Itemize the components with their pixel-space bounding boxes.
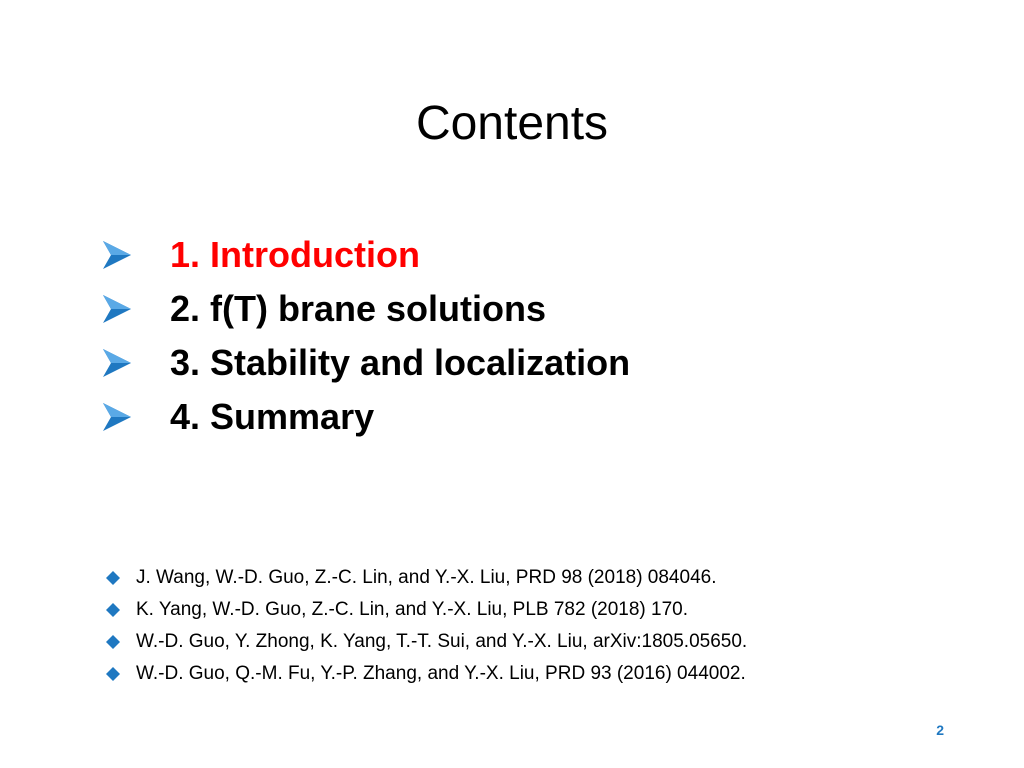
arrowhead-bullet-icon	[100, 347, 134, 379]
reference-item	[104, 626, 984, 658]
page-number: 2	[936, 722, 944, 738]
contents-item-label: 3. Stability and localization	[170, 342, 631, 383]
reference-item	[104, 658, 984, 690]
diamond-bullet-icon	[106, 571, 120, 585]
slide-title: Contents	[415, 97, 609, 150]
references-list	[104, 562, 984, 690]
contents-item-label: 1. Introduction	[170, 234, 420, 275]
diamond-bullet-icon	[106, 635, 120, 649]
reference-text: W.-D. Guo, Q.-M. Fu, Y.-P. Zhang, and Y.-X. Liu, PRD 93 (2016) 044002.	[136, 663, 746, 684]
arrowhead-bullet-icon	[100, 293, 134, 325]
contents-list	[100, 228, 900, 444]
contents-item-stability	[100, 336, 900, 390]
arrowhead-bullet-icon	[100, 239, 134, 271]
contents-item-label: 4. Summary	[170, 396, 375, 437]
contents-item-summary	[100, 390, 900, 444]
diamond-bullet-icon	[106, 667, 120, 681]
contents-item-brane-solutions	[100, 282, 900, 336]
diamond-bullet-icon	[106, 603, 120, 617]
reference-text: J. Wang, W.-D. Guo, Z.-C. Lin, and Y.-X. Liu, PRD 98 (2018) 084046.	[136, 567, 717, 588]
reference-item	[104, 562, 984, 594]
reference-text: K. Yang, W.-D. Guo, Z.-C. Lin, and Y.-X. Liu, PLB 782 (2018) 170.	[136, 599, 689, 620]
reference-item	[104, 594, 984, 626]
reference-text: W.-D. Guo, Y. Zhong, K. Yang, T.-T. Sui, and Y.-X. Liu, arXiv:1805.05650.	[136, 631, 748, 652]
arrowhead-bullet-icon	[100, 401, 134, 433]
contents-item-label: 2. f(T) brane solutions	[170, 288, 547, 329]
contents-item-introduction	[100, 228, 900, 282]
